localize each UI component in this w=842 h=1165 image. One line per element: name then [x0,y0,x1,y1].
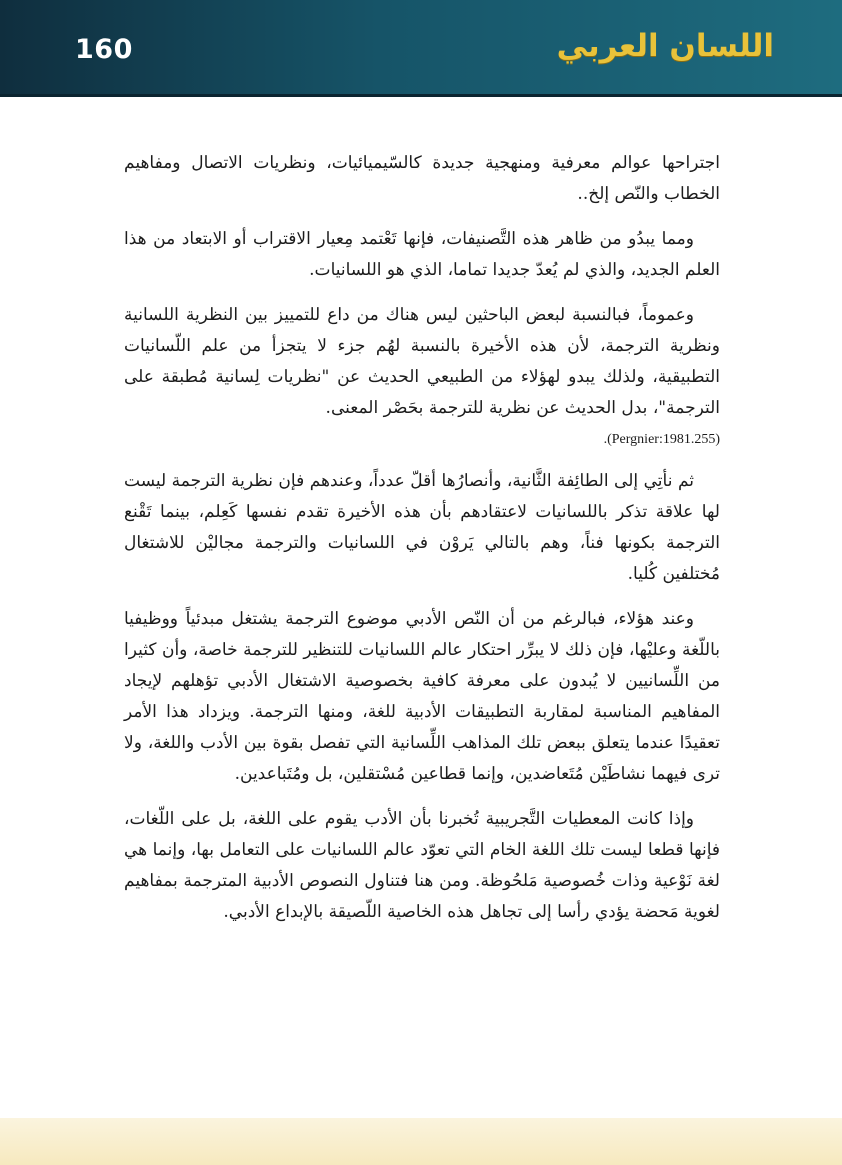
paragraph-2: ومما يبدُو من ظاهر هذه التَّصنيفات، فإنها تَعْتمد مِعيار الاقتراب أو الابتعاد من هذا العلم الجديد، والذي لم يُعدّ جديدا تماما، الذي هو اللسانيات. [124,229,720,280]
article-body [124,148,720,942]
citation-reference: .(Pergnier:1981.255) [603,432,720,447]
paragraph-3 [124,300,720,452]
paragraph-3-text: وعموماً، فبالنسبة لبعض الباحثين ليس هناك من داع للتمييز بين النظرية اللسانية ونظرية الترجمة، لأن هذه الأخيرة بالنسبة لهُم جزء لا يتجزأ من علم اللّسانيات التطبيقية، ولذلك يبدو لهؤلاء من الطبيعي الحديث عن "نظريات لِسانية مُطبقة على الترجمة"، بدل الحديث عن نظرية للترجمة بحَصْر المعنى. [124,305,720,418]
paragraph-1: اجتراحها عوالم معرفية ومنهجية جديدة كالسّيميائيات، ونظريات الاتصال ومفاهيم الخطاب والنّص إلخ.. [124,153,720,204]
page-header [0,0,842,97]
paragraph-4: ثم نأتِي إلى الطائِفة الثَّانية، وأنصارُها أقلّ عدداً، وعندهم فإن نظرية الترجمة ليست لها علاقة تذكر باللسانيات لاعتقادهم بأن هذه الأخيرة تقدم نفسها كَعِلم، بينما تَقْنع الترجمة بكونها فناً، وهم بالتالي يَروْن في اللسانيات والترجمة مجاليْن للاشتغال مُختلفين كُليا. [124,471,720,584]
page-number: 160 [75,34,133,65]
journal-logo: اللسان العربي [556,28,774,64]
page-footer-band [0,1118,842,1165]
paragraph-5: وعند هؤلاء، فبالرغم من أن النّص الأدبي موضوع الترجمة يشتغل مبدئياً ووظيفيا باللّغة وعليْها، فإن ذلك لا يبرِّر احتكار عالم اللسانيات للتنظير للترجمة خاصة، وأن كثيرا من اللِّسانيين لا يُبدون على معرفة كافية بخصوصية الاشتغال الأدبي تؤهلهم لإيجاد المفاهيم المناسبة لمقاربة التطبيقات الأدبية للغة، ومنها الترجمة. ويزداد هذا الأمر تعقيدًا عندما يتعلق ببعض تلك المذاهب اللِّسانية التي تفصل بقوة بين الأدب واللغة، ولا ترى فيهما نشاطَيْن مُتَعاضدين، وإنما قطاعين مُسْتقلين، بل ومُتَباعدين. [124,609,720,784]
paragraph-6: وإذا كانت المعطيات التَّجريبية تُخبرنا بأن الأدب يقوم على اللغة، بل على اللّغات، فإنها قطعا ليست تلك اللغة الخام التي تعوّد عالم اللسانيات على التعامل بها، وإنما هي لغة نَوْعية وذات خُصوصية مَلحُوظة. ومن هنا فتناول النصوص الأدبية المترجمة بمفاهيم لغوية مَحضة يؤدي رأسا إلى تجاهل هذه الخاصية اللّصيقة بالإبداع الأدبي. [124,809,720,922]
